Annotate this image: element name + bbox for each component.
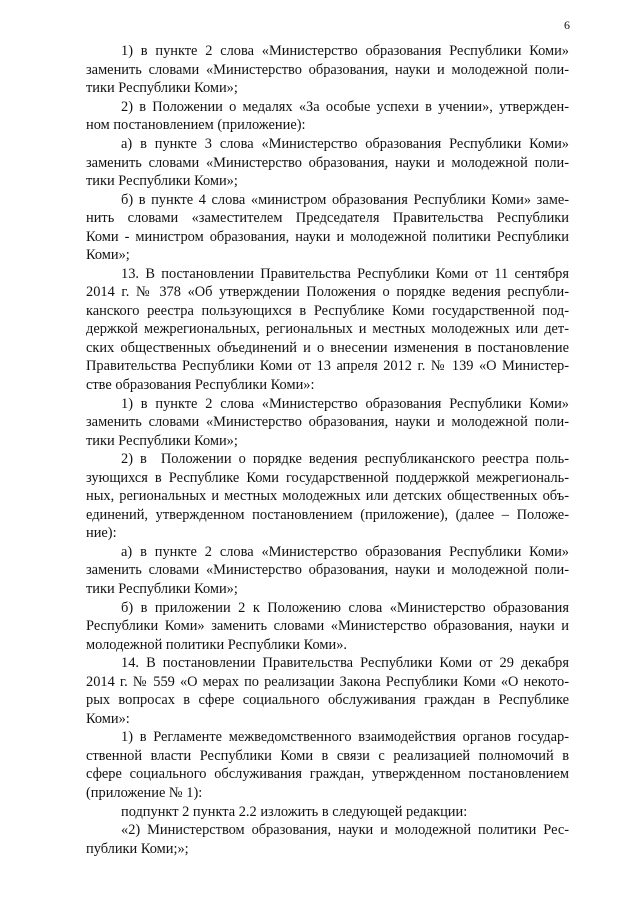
text-line: 14. В постановлении Правительства Республики Коми от 29 декабря <box>121 655 569 671</box>
text-line: 1) в пункте 2 слова «Министерство образования Республики Коми» <box>121 396 569 412</box>
text-line: тики Республики Коми»; <box>86 581 238 597</box>
text-line: публики Коми;»; <box>86 841 189 857</box>
text-line: рых вопросах в сфере социального обслуживания граждан в Республике <box>86 692 569 708</box>
text-line: ных, региональных и местных молодежных или детских общественных объ- <box>86 488 569 504</box>
text-line: заменить словами «Министерство образования, науки и молодежной поли- <box>86 155 569 171</box>
text-line: б) в приложении 2 к Положению слова «Министерство образования <box>121 600 569 616</box>
text-line: (приложение № 1): <box>86 785 203 801</box>
text-line: ном постановлением (приложение): <box>86 117 306 133</box>
page-number: 6 <box>564 18 570 32</box>
text-line: Коми»: <box>86 711 130 727</box>
text-line: Республики Коми» заменить словами «Министерство образования, науки и <box>86 618 569 634</box>
text-line: Коми»; <box>86 247 130 263</box>
text-line: 2) в Положении о порядке ведения республиканского реестра поль- <box>121 451 569 467</box>
text-line: сфере социального обслуживания граждан, утвержденном постановлением <box>86 766 569 782</box>
text-line: а) в пункте 2 слова «Министерство образования Республики Коми» <box>121 544 569 560</box>
text-line: 2014 г. № 378 «Об утверждении Положения о порядке ведения республи- <box>86 284 569 300</box>
text-line: стве образования Республики Коми»: <box>86 377 315 393</box>
text-line: подпункт 2 пункта 2.2 изложить в следующей редакции: <box>121 804 468 820</box>
text-line: 13. В постановлении Правительства Республики Коми от 11 сентября <box>121 266 569 282</box>
text-line: ние): <box>86 525 117 541</box>
text-line: тики Республики Коми»; <box>86 433 238 449</box>
text-line: тики Республики Коми»; <box>86 173 238 189</box>
text-line: зующихся в Республике Коми государственной поддержкой межрегиональ- <box>86 470 569 486</box>
text-line: 2) в Положении о медалях «За особые успехи в учении», утвержден- <box>121 99 569 115</box>
text-line: а) в пункте 3 слова «Министерство образования Республики Коми» <box>121 136 569 152</box>
text-line: канского реестра пользующихся в Республике Коми государственной под- <box>86 303 569 319</box>
text-line: «2) Министерством образования, науки и молодежной политики Рес- <box>121 822 569 838</box>
text-line: единений, утвержденном постановлением (приложение), (далее – Положе- <box>86 507 569 523</box>
text-line: заменить словами «Министерство образования, науки и молодежной поли- <box>86 62 569 78</box>
text-line: тики Республики Коми»; <box>86 80 238 96</box>
text-line: нить словами «заместителем Председателя Правительства Республики <box>86 210 569 226</box>
text-line: 2014 г. № 559 «О мерах по реализации Закона Республики Коми «О некото- <box>86 674 569 690</box>
text-line: б) в пункте 4 слова «министром образования Республики Коми» заме- <box>121 192 569 208</box>
text-line: 1) в пункте 2 слова «Министерство образования Республики Коми» <box>121 43 569 59</box>
text-line: Правительства Республики Коми от 13 апреля 2012 г. № 139 «О Министер- <box>86 358 569 374</box>
text-line: Коми - министром образования, науки и молодежной политики Республики <box>86 229 569 245</box>
text-line: заменить словами «Министерство образования, науки и молодежной поли- <box>86 414 569 430</box>
text-line: ских общественных объединений и о внесении изменения в постановление <box>86 340 569 356</box>
text-line: 1) в Регламенте межведомственного взаимодействия органов государ- <box>121 729 569 745</box>
text-line: заменить словами «Министерство образования, науки и молодежной поли- <box>86 562 569 578</box>
text-line: молодежной политики Республики Коми». <box>86 637 347 653</box>
text-line: ственной власти Республики Коми в связи с реализацией полномочий в <box>86 748 569 764</box>
text-line: держкой межрегиональных, региональных и местных молодежных или дет- <box>86 321 569 337</box>
